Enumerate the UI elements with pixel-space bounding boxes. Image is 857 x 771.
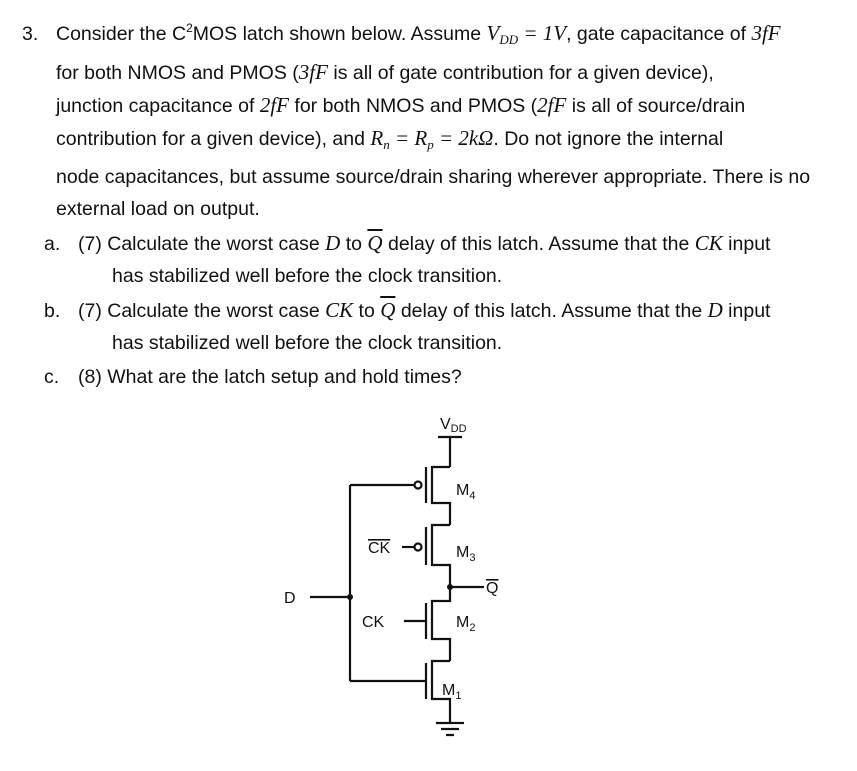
svg-text:M2: $M_2$ <box>456 614 476 634</box>
d-node <box>347 594 353 600</box>
ck-label: CK <box>362 614 385 631</box>
problem-line-1 <box>22 12 842 56</box>
part-c: c. (8) What are the latch setup and hold times? <box>44 366 462 388</box>
svg-text:M1: $M_1$ <box>442 682 462 702</box>
superscript: 2 <box>186 21 193 35</box>
transistor-m2 <box>362 587 475 661</box>
problem-line-3: junction capacitance of 2fF for both NMOS and PMOS (2fF is all of source/drain <box>56 93 746 117</box>
c2mos-latch-schematic <box>270 405 530 765</box>
transistor-m3 <box>368 525 475 587</box>
problem-line-4: contribution for a given device), and $R_n = R_p = 2k\Omega$. Do not ignore the internal <box>56 126 724 152</box>
transistor-m1 <box>350 661 461 723</box>
part-b: b. (7) Calculate the worst case CK to $\overline{Q}$ delay of this latch. Assume that the D input has stabilized well before the clock transition. <box>44 298 771 354</box>
vdd-label: VDD <box>440 416 467 435</box>
text-fragment: , gate capacitance of <box>566 23 752 45</box>
problem-line-5: node capacitances, but assume source/drain sharing wherever appropriate. There is no <box>56 166 811 188</box>
vdd-expression: $V_{DD} = 1V$ <box>486 21 567 47</box>
text-fragment: MOS latch shown below. Assume <box>192 23 487 45</box>
qbar-label: Q <box>486 580 499 597</box>
problem-number: 3. <box>22 23 39 45</box>
gate-cap-value: 3fF <box>751 21 781 45</box>
transistor-m4 <box>350 467 475 525</box>
resistance-expression: $R_n = R_p = 2k\Omega$ <box>370 126 494 152</box>
svg-text:M4: $M_4$ <box>456 482 476 502</box>
d-label: D <box>284 590 296 607</box>
ground-symbol <box>436 723 464 735</box>
svg-text:M3: $M_3$ <box>456 544 476 564</box>
problem-statement <box>22 12 842 393</box>
ck-bar-label: CK <box>368 540 391 557</box>
vdd-rail <box>438 437 462 467</box>
part-a: a. (7) Calculate the worst case D to $\overline{Q}$ delay of this latch. Assume that the CK input has stabilized well before the clock transition. <box>44 231 771 287</box>
problem-line-2: for both NMOS and PMOS (3fF is all of gate contribution for a given device), <box>56 60 714 84</box>
problem-line-6: external load on output. <box>56 198 260 220</box>
text-fragment: Consider the C <box>56 23 187 45</box>
